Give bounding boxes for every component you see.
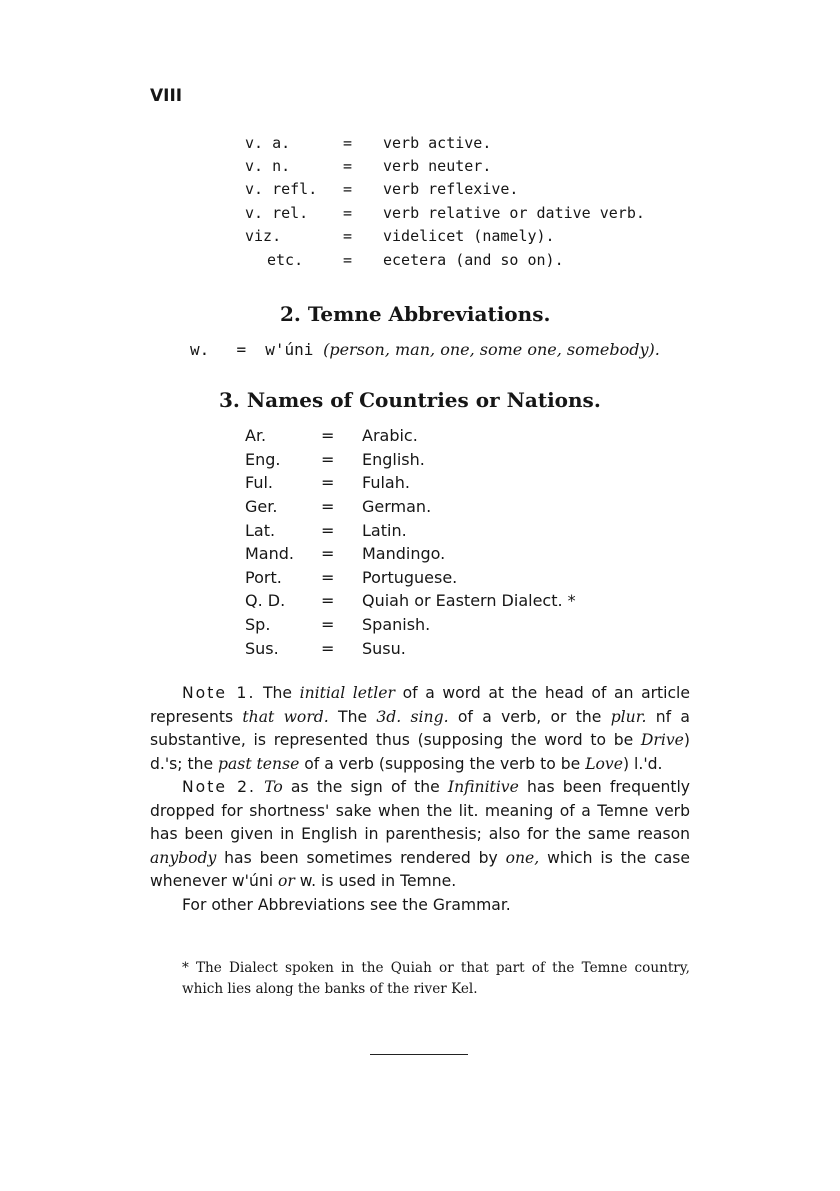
closing-rule	[370, 1054, 468, 1055]
meaning: verb active.	[383, 133, 492, 152]
nation-row	[245, 495, 576, 519]
meaning: Mandingo.	[362, 544, 446, 564]
equals-sign: =	[321, 638, 335, 658]
temne-abbr: w.	[190, 340, 210, 359]
temne-abbreviations-heading: 2. Temne Abbreviations.	[280, 302, 551, 326]
nations-table	[245, 424, 576, 660]
abbreviation: v. a.	[245, 133, 291, 152]
abbreviation: v. refl.	[245, 180, 318, 199]
equals-sign: =	[343, 157, 353, 176]
abbreviation: v. rel.	[245, 203, 309, 222]
abbreviation: Sus.	[245, 638, 279, 658]
equals-sign: =	[321, 567, 335, 587]
nation-row	[245, 471, 576, 495]
nation-row	[245, 542, 576, 566]
abbreviation: Eng.	[245, 449, 281, 469]
equals-sign: =	[343, 180, 353, 199]
meaning: videlicet (namely).	[383, 227, 555, 246]
abbreviation: viz.	[245, 227, 282, 246]
nation-row	[245, 566, 576, 590]
equals-sign: =	[236, 340, 247, 359]
note-2-label: Note 2.	[182, 778, 256, 796]
general-abbreviation-row	[245, 131, 645, 154]
meaning: German.	[362, 497, 432, 517]
general-abbreviation-row	[245, 154, 645, 177]
general-abbreviations-table	[245, 131, 645, 271]
equals-sign: =	[343, 227, 353, 246]
general-abbreviation-row	[245, 248, 645, 271]
meaning: Spanish.	[362, 615, 431, 635]
other-abbreviations-line: For other Abbreviations see the Grammar.	[182, 895, 511, 914]
nation-row	[245, 613, 576, 637]
abbreviation: Ger.	[245, 497, 278, 517]
general-abbreviation-row	[245, 225, 645, 248]
meaning: English.	[362, 449, 425, 469]
temne-word: w'úni	[265, 340, 314, 359]
equals-sign: =	[321, 520, 335, 540]
meaning: Latin.	[362, 520, 407, 540]
nation-row	[245, 518, 576, 542]
meaning: Susu.	[362, 638, 406, 658]
abbreviation: Mand.	[245, 544, 294, 564]
abbreviation: Lat.	[245, 520, 276, 540]
equals-sign: =	[343, 250, 353, 269]
nations-heading: 3. Names of Countries or Nations.	[219, 388, 601, 412]
abbreviation: Ful.	[245, 473, 273, 493]
note-2: Note 2. To as the sign of the Infinitive has been frequently dropped for shortness' sake when the lit. meaning of a Temne verb has been given in English in parenthesis; also for the same reason anybody has been sometimes rendered by one, which is the case whenever w'úni or w. is used in Temne.	[150, 778, 690, 890]
abbreviation: v. n.	[245, 157, 291, 176]
meaning: verb relative or dative verb.	[383, 203, 645, 222]
equals-sign: =	[321, 426, 335, 446]
equals-sign: =	[321, 591, 335, 611]
nation-row	[245, 589, 576, 613]
footnote-text: * The Dialect spoken in the Quiah or that part of the Temne country, which lies along the banks of the river Kel.	[182, 960, 690, 997]
abbreviation: Port.	[245, 567, 282, 587]
nation-row	[245, 448, 576, 472]
meaning: Quiah or Eastern Dialect. *	[362, 591, 576, 611]
note-1: Note 1. The initial letler of a word at the head of an article represents that word. The 3d. sing. of a verb, or the plur. nf a substantive, is represented thus (supposing the word to be Drive) d.'s; the past tense of a verb (supposing the verb to be Love) l.'d.	[150, 684, 690, 773]
general-abbreviation-row	[245, 178, 645, 201]
meaning: Fulah.	[362, 473, 410, 493]
nation-row	[245, 424, 576, 448]
meaning: ecetera (and so on).	[383, 250, 564, 269]
nation-row	[245, 636, 576, 660]
equals-sign: =	[343, 133, 353, 152]
temne-abbreviation-entry	[190, 340, 660, 359]
meaning: Portuguese.	[362, 567, 458, 587]
notes-section	[150, 682, 690, 917]
abbreviation: etc.	[267, 250, 304, 269]
meaning: verb neuter.	[383, 157, 492, 176]
abbreviation: Sp.	[245, 615, 271, 635]
equals-sign: =	[321, 615, 335, 635]
note-1-label: Note 1.	[182, 684, 256, 702]
meaning: verb reflexive.	[383, 180, 519, 199]
footnote	[150, 958, 690, 1000]
equals-sign: =	[321, 449, 335, 469]
equals-sign: =	[321, 497, 335, 517]
equals-sign: =	[343, 203, 353, 222]
abbreviation: Ar.	[245, 426, 267, 446]
page-number: VIII	[150, 86, 183, 106]
equals-sign: =	[321, 473, 335, 493]
meaning: Arabic.	[362, 426, 418, 446]
equals-sign: =	[321, 544, 335, 564]
abbreviation: Q. D.	[245, 591, 286, 611]
general-abbreviation-row	[245, 201, 645, 224]
temne-meaning: (person, man, one, some one, somebody).	[323, 340, 660, 359]
